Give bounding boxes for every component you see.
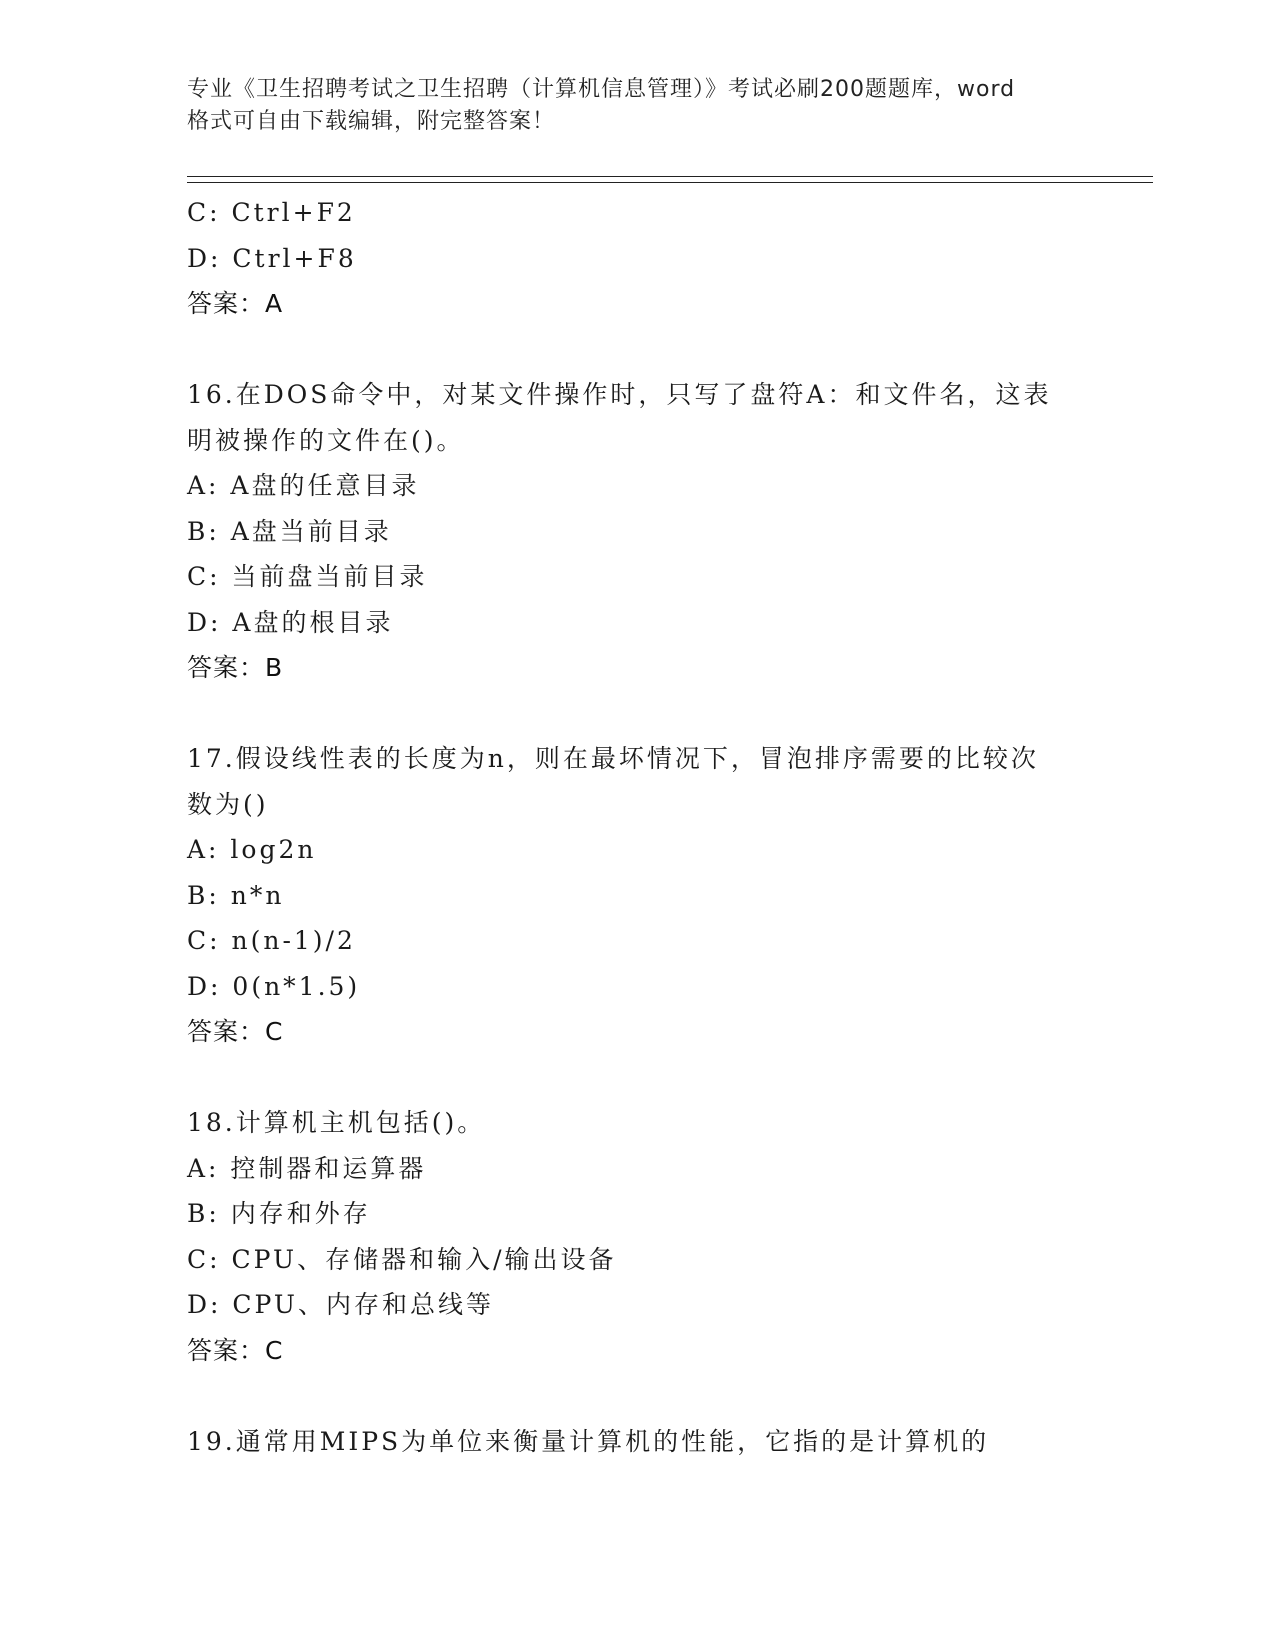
- option-line: B: A盘当前目录: [187, 516, 392, 546]
- answer-line: 答案：A: [187, 289, 284, 318]
- header-divider: [187, 176, 1153, 183]
- option-line: C: n(n-1)/2: [187, 926, 356, 955]
- question-stem-line: 数为(): [187, 789, 269, 819]
- option-line: A: A盘的任意目录: [187, 471, 420, 500]
- option-line: D: A盘的根目录: [187, 607, 394, 637]
- option-line: C: 当前盘当前目录: [187, 562, 428, 591]
- header-title-line-1: 专业《卫生招聘考试之卫生招聘（计算机信息管理）》考试必刷200题题库，word: [187, 77, 1016, 102]
- spacer: [187, 327, 1087, 373]
- question-content: [187, 190, 1087, 1464]
- answer-line: 答案：B: [187, 653, 284, 682]
- option-line: C: Ctrl+F2: [187, 198, 356, 227]
- spacer: [187, 1055, 1087, 1101]
- question-stem-line: 18.计算机主机包括()。: [187, 1108, 486, 1137]
- option-line: D: Ctrl+F8: [187, 243, 357, 273]
- question-stem-line: 19.通常用MIPS为单位来衡量计算机的性能，它指的是计算机的: [187, 1426, 990, 1456]
- option-line: D: CPU、内存和总线等: [187, 1290, 494, 1319]
- spacer: [187, 1373, 1087, 1419]
- option-line: B: n*n: [187, 880, 285, 910]
- header-title-line-2: 格式可自由下载编辑，附完整答案！: [187, 109, 556, 134]
- option-line: C: CPU、存储器和输入/输出设备: [187, 1244, 617, 1274]
- option-line: D: 0(n*1.5): [187, 971, 361, 1001]
- question-stem-line: 17.假设线性表的长度为n，则在最坏情况下，冒泡排序需要的比较次: [187, 744, 1039, 773]
- answer-line: 答案：C: [187, 1335, 284, 1365]
- question-stem-line: 16.在DOS命令中，对某文件操作时，只写了盘符A：和文件名，这表: [187, 380, 1052, 409]
- question-stem-line: 明被操作的文件在()。: [187, 425, 465, 455]
- answer-line: 答案：C: [187, 1017, 284, 1046]
- option-line: A: 控制器和运算器: [187, 1153, 427, 1183]
- spacer: [187, 691, 1087, 737]
- option-line: A: log2n: [187, 835, 317, 864]
- option-line: B: 内存和外存: [187, 1199, 371, 1228]
- page-header: [187, 74, 1087, 138]
